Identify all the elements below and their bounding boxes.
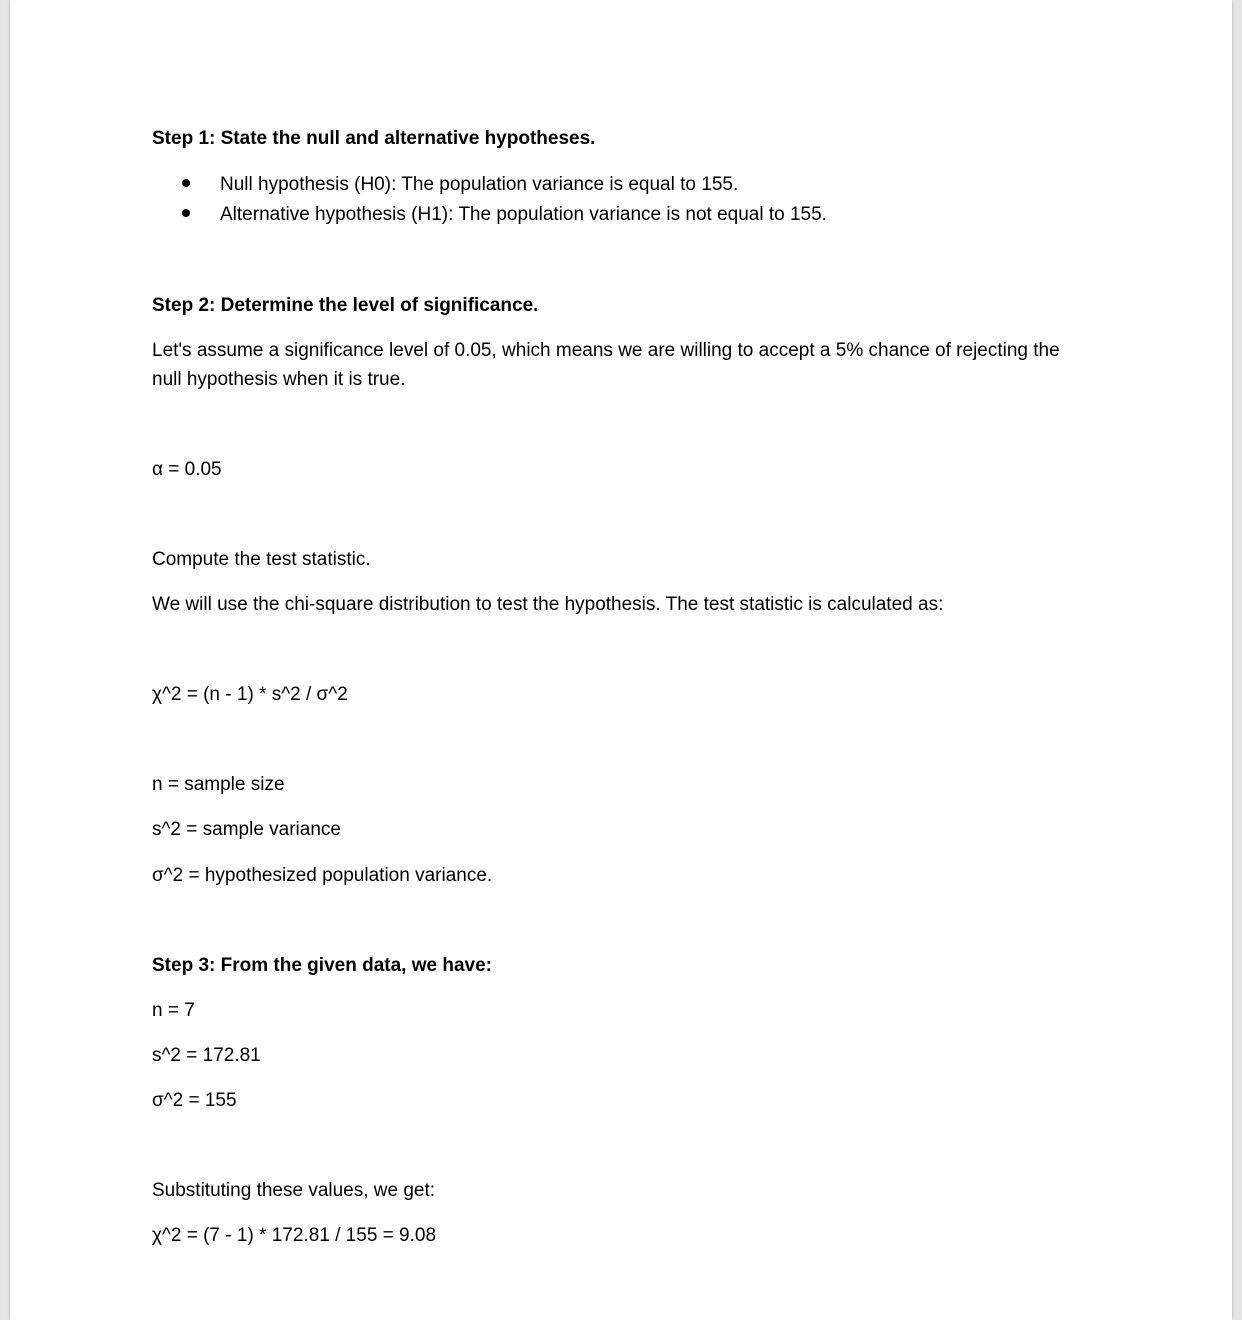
- value-sigma2: σ^2 = 155: [152, 1090, 237, 1111]
- step3-heading: Step 3: From the given data, we have:: [152, 955, 492, 976]
- value-n: n = 7: [152, 1000, 195, 1021]
- bullet-icon: [182, 179, 190, 187]
- value-s2: s^2 = 172.81: [152, 1045, 261, 1066]
- step1-heading: Step 1: State the null and alternative hypotheses.: [152, 128, 596, 149]
- chi-square-explanation: We will use the chi-square distribution to test the hypothesis. The test statistic is calculated as:: [152, 594, 944, 615]
- substituting-text: Substituting these values, we get:: [152, 1180, 436, 1201]
- compute-text: Compute the test statistic.: [152, 549, 371, 570]
- alternative-hypothesis-text: Alternative hypothesis (H1): The population variance is not equal to 155.: [220, 204, 827, 225]
- alpha-value: α = 0.05: [152, 459, 222, 480]
- significance-paragraph: Let's assume a significance level of 0.05, which means we are willing to accept a 5% chance of rejecting the null hypothesis when it is true.: [152, 340, 1060, 390]
- null-hypothesis-text: Null hypothesis (H0): The population variance is equal to 155.: [220, 174, 739, 195]
- result-formula: χ^2 = (7 - 1) * 172.81 / 155 = 9.08: [152, 1225, 437, 1246]
- definition-s2: s^2 = sample variance: [152, 819, 341, 840]
- step2-heading: Step 2: Determine the level of significance.: [152, 295, 539, 316]
- definition-sigma2: σ^2 = hypothesized population variance.: [152, 865, 493, 886]
- document-page: [10, 0, 1232, 1320]
- list-item: [182, 200, 827, 229]
- definition-n: n = sample size: [152, 774, 285, 795]
- test-statistic-formula: χ^2 = (n - 1) * s^2 / σ^2: [152, 684, 348, 705]
- list-item: [182, 170, 738, 199]
- bullet-icon: [182, 209, 190, 217]
